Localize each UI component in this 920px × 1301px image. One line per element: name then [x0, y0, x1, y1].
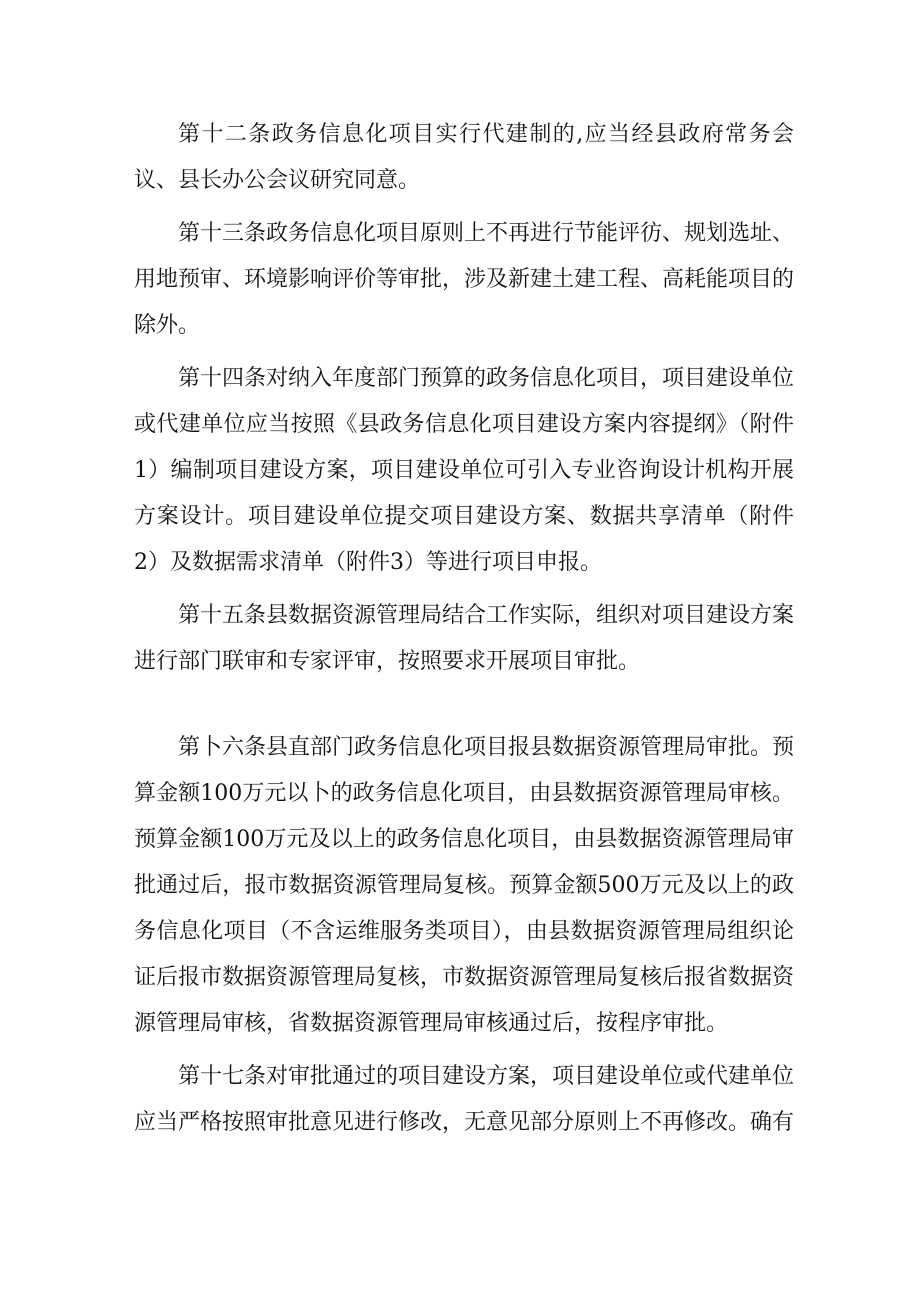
- article-16-paragraph: 第卜六条县直部门政务信息化项目报县数据资源管理局审批。预算金额100万元以卜的政务信息化项目，由县数据资源管理局审核。预算金额100万元及以上的政务信息化项目，由县数据资源管理局审批通过后，报市数据资源管理局复核。预算金额500万元及以上的政务信息化项目（不含运维服务类项目），由县数据资源管理局组织论证后报市数据资源管理局复核，市数据资源管理局复核后报省数据资源管理局审核，省数据资源管理局审核通过后，按程序审批。: [134, 735, 795, 1036]
- document-body: [134, 112, 794, 1153]
- article-13-paragraph: 第十三条政务信息化项目原则上不再进行节能评彷、规划选址、用地预审、环境影响评价等审批，涉及新建土建工程、高耗能项目的除外。: [134, 221, 795, 338]
- article-14-paragraph: 第十四条对纳入年度部门预算的政务信息化项目，项目建设单位或代建单位应当按照《县政务信息化项目建设方案内容提纲》（附件1）编制项目建设方案，项目建设单位可引入专业咨询设计机构开展方案设计。项目建设单位提交项目建设方案、数据共享清单（附件2）及数据需求清单（附件3）等进行项目申报。: [134, 366, 795, 575]
- article-15-paragraph: 第十五条县数据资源管理局结合工作实际，组织对项目建设方案进行部门联审和专家评审，按照要求开展项目审批。: [134, 603, 795, 674]
- article-17-paragraph: 第十七条对审批通过的项目建设方案，项目建设单位或代建单位应当严格按照审批意见进行修改，无意见部分原则上不再修改。确有: [134, 1064, 795, 1135]
- article-12-paragraph: 第十二条政务信息化项目实行代建制的,应当经县政府常务会议、县长办公会议研究同意。: [134, 122, 794, 193]
